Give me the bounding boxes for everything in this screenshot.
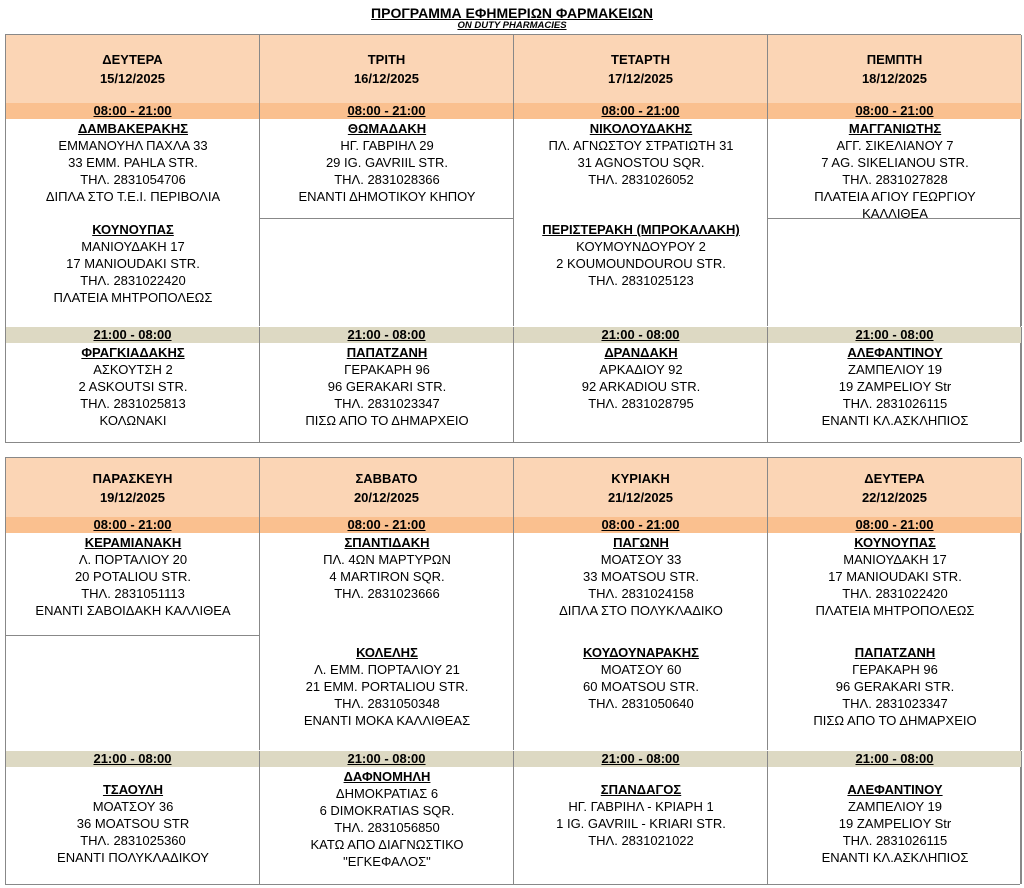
pharmacy-name: ΦΡΑΓΚΙΑΔΑΚΗΣ — [81, 345, 185, 360]
pharmacy-detail-line: ΑΓΓ. ΣΙΚΕΛΙΑΝΟΥ 7 — [836, 138, 954, 153]
pharmacy-name: ΔΡΑΝΔΑΚΗ — [604, 345, 678, 360]
day-shift-time: 08:00 - 21:00 — [514, 517, 768, 533]
weekday-label: ΠΑΡΑΣΚΕΥΗ — [92, 471, 173, 486]
pharmacy-detail-line: 29 IG. GAVRIIL STR. — [325, 155, 449, 170]
pharmacy-entry — [6, 344, 260, 429]
pharmacy-detail-line: Λ. ΠΟΡΤΑΛΙΟΥ 20 — [78, 552, 188, 567]
night-shift-time: 21:00 - 08:00 — [6, 751, 260, 767]
pharmacy-detail-line: 96 GERAKARI STR. — [835, 679, 955, 694]
pharmacy-detail-line: ΤΗΛ. 2831022420 — [842, 586, 948, 601]
pharmacy-entry — [768, 120, 1022, 222]
pharmacy-detail-line: ΜΟΑΤΣΟΥ 60 — [600, 662, 682, 677]
pharmacy-detail-line: ΓΕΡΑΚΑΡΗ 96 — [852, 662, 938, 677]
weekday-label: ΚΥΡΙΑΚΗ — [611, 471, 670, 486]
pharmacy-detail-line: ΜΟΑΤΣΟΥ 33 — [600, 552, 682, 567]
pharmacy-entry — [6, 781, 260, 866]
pharmacy-detail-line: ΤΗΛ. 2831054706 — [80, 172, 186, 187]
pharmacy-detail-line: ΕΝΑΝΤΙ ΔΗΜΟΤΙΚΟΥ ΚΗΠΟΥ — [298, 189, 476, 204]
pharmacy-name: ΠΑΠΑΤΖΑΝΗ — [346, 345, 428, 360]
pharmacy-name: ΚΟΥΝΟΥΠΑΣ — [854, 535, 936, 550]
day-header — [514, 35, 768, 103]
pharmacy-detail-line: ΕΝΑΝΤΙ ΚΛ.ΑΣΚΛΗΠΙΟΣ — [821, 413, 969, 428]
pharmacy-detail-line: ΑΡΚΑΔΙΟΥ 92 — [599, 362, 683, 377]
pharmacy-detail-line: ΤΗΛ. 2831023347 — [334, 396, 440, 411]
day-header — [6, 458, 260, 518]
date-label: 21/12/2025 — [607, 490, 674, 505]
pharmacy-entry — [6, 120, 260, 205]
day-shift-time: 08:00 - 21:00 — [260, 103, 514, 119]
weekday-label: ΤΕΤΑΡΤΗ — [611, 52, 670, 67]
page-title: ΠΡΟΓΡΑΜΜΑ ΕΦΗΜΕΡΙΩΝ ΦΑΡΜΑΚΕΙΩΝ — [371, 5, 653, 21]
pharmacy-detail-line: ΤΗΛ. 2831027828 — [842, 172, 948, 187]
pharmacy-detail-line: ΤΗΛ. 2831025813 — [80, 396, 186, 411]
day-header — [260, 35, 514, 103]
pharmacy-detail-line: ΤΗΛ. 2831025123 — [588, 273, 694, 288]
pharmacy-entry — [514, 221, 768, 289]
pharmacy-detail-line: ΠΛ. ΑΓΝΩΣΤΟΥ ΣΤΡΑΤΙΩΤΗ 31 — [548, 138, 734, 153]
pharmacy-name: ΑΛΕΦΑΝΤΙΝΟΥ — [847, 345, 943, 360]
pharmacy-name: ΘΩΜΑΔΑΚΗ — [347, 121, 427, 136]
pharmacy-entry — [514, 644, 768, 712]
pharmacy-detail-line: 1 IG. GAVRIIL - KRIARI STR. — [556, 816, 726, 831]
pharmacy-name: ΚΟΛΕΛΗΣ — [356, 645, 418, 660]
night-shift-time: 21:00 - 08:00 — [6, 327, 260, 343]
pharmacy-detail-line: Λ. ΕΜΜ. ΠΟΡΤΑΛΙΟΥ 21 — [314, 662, 460, 677]
pharmacy-detail-line: ΖΑΜΠΕΛΙΟΥ 19 — [848, 362, 942, 377]
pharmacy-detail-line: ΕΜΜΑΝΟΥΗΛ ΠΑΧΛΑ 33 — [58, 138, 208, 153]
pharmacy-detail-line: ΖΑΜΠΕΛΙΟΥ 19 — [848, 799, 942, 814]
pharmacy-entry — [260, 344, 514, 429]
pharmacy-detail-line: 4 MARTIRON SQR. — [329, 569, 445, 584]
pharmacy-detail-line: ΚΑΛΛΙΘΕΑ — [862, 206, 928, 221]
pharmacy-detail-line: ΤΗΛ. 2831023347 — [842, 696, 948, 711]
pharmacy-detail-line: 21 ΕΜΜ. PORTALIOU STR. — [305, 679, 469, 694]
pharmacy-detail-line: ΤΗΛ. 2831028795 — [588, 396, 694, 411]
date-label: 15/12/2025 — [99, 71, 166, 86]
pharmacy-detail-line: ΕΝΑΝΤΙ ΠΟΛΥΚΛΑΔΙΚΟΥ — [57, 850, 209, 865]
pharmacy-detail-line: 33 MOATSOU STR. — [582, 569, 700, 584]
day-header — [260, 458, 514, 518]
pharmacy-detail-line: ΠΙΣΩ ΑΠΟ ΤΟ ΔΗΜΑΡΧΕΙΟ — [305, 413, 469, 428]
pharmacy-entry — [768, 534, 1022, 619]
pharmacy-name: ΝΙΚΟΛΟΥΔΑΚΗΣ — [589, 121, 693, 136]
day-header — [514, 458, 768, 518]
day-shift-time: 08:00 - 21:00 — [6, 103, 260, 119]
pharmacy-detail-line: ΤΗΛ. 2831028366 — [334, 172, 440, 187]
weekday-label: ΠΕΜΠΤΗ — [866, 52, 923, 67]
pharmacy-detail-line: ΤΗΛ. 2831026052 — [588, 172, 694, 187]
pharmacy-detail-line: ΜΑΝΙΟΥΔΑΚΗ 17 — [843, 552, 947, 567]
pharmacy-name: ΔΑΦΝΟΜΗΛΗ — [343, 769, 431, 784]
day-shift-time: 08:00 - 21:00 — [260, 517, 514, 533]
pharmacy-detail-line: ΤΗΛ. 2831026115 — [842, 833, 948, 848]
pharmacy-detail-line: 60 MOATSOU STR. — [582, 679, 700, 694]
pharmacy-detail-line: ΤΗΛ. 2831051113 — [81, 586, 185, 601]
day-shift-time: 08:00 - 21:00 — [768, 517, 1022, 533]
pharmacy-detail-line: ΔΙΠΛΑ ΣΤΟ ΠΟΛΥΚΛΑΔΙΚΟ — [559, 603, 723, 618]
pharmacy-entry — [260, 120, 514, 205]
pharmacy-name: ΑΛΕΦΑΝΤΙΝΟΥ — [847, 782, 943, 797]
pharmacy-detail-line: ΑΣΚΟΥΤΣΗ 2 — [93, 362, 173, 377]
pharmacy-name: ΠΑΠΑΤΖΑΝΗ — [854, 645, 936, 660]
pharmacy-detail-line: ΤΗΛ. 2831026115 — [842, 396, 948, 411]
pharmacy-name: ΜΑΓΓΑΝΙΩΤΗΣ — [848, 121, 942, 136]
pharmacy-detail-line: ΕΝΑΝΤΙ ΣΑΒΟΙΔΑΚΗ ΚΑΛΛΙΘΕΑ — [35, 603, 231, 618]
pharmacy-detail-line: ΓΕΡΑΚΑΡΗ 96 — [344, 362, 430, 377]
pharmacy-detail-line: ΜΟΑΤΣΟΥ 36 — [92, 799, 174, 814]
pharmacy-detail-line: 19 ZAMPELIOY Str — [838, 379, 952, 394]
pharmacy-name: ΠΑΓΩΝΗ — [613, 535, 669, 550]
pharmacy-name: ΚΟΥΔΟΥΝΑΡΑΚΗΣ — [583, 645, 699, 660]
date-label: 20/12/2025 — [353, 490, 420, 505]
pharmacy-detail-line: ΤΗΛ. 2831023666 — [334, 586, 440, 601]
pharmacy-detail-line: ΠΛΑΤΕΙΑ ΜΗΤΡΟΠΟΛΕΩΣ — [53, 290, 213, 305]
pharmacy-entry — [260, 534, 514, 602]
date-label: 17/12/2025 — [607, 71, 674, 86]
pharmacy-entry — [768, 644, 1022, 729]
date-label: 16/12/2025 — [353, 71, 420, 86]
date-label: 18/12/2025 — [861, 71, 928, 86]
night-shift-time: 21:00 - 08:00 — [514, 751, 768, 767]
pharmacy-detail-line: ΤΗΛ. 2831056850 — [334, 820, 440, 835]
pharmacy-detail-line: 17 MANIOUDAKI STR. — [66, 256, 200, 271]
pharmacy-detail-line: ΕΝΑΝΤΙ ΜΟΚΑ ΚΑΛΛΙΘΕΑΣ — [303, 713, 471, 728]
day-header — [768, 458, 1022, 518]
pharmacy-name: ΚΟΥΝΟΥΠΑΣ — [92, 222, 174, 237]
pharmacy-detail-line: ΠΛΑΤΕΙΑ ΜΗΤΡΟΠΟΛΕΩΣ — [815, 603, 975, 618]
pharmacy-detail-line: ΤΗΛ. 2831050640 — [588, 696, 694, 711]
pharmacy-detail-line: 7 AG. SIKELIANOU STR. — [821, 155, 969, 170]
pharmacy-name: ΚΕΡΑΜΙΑΝΑΚΗ — [84, 535, 182, 550]
pharmacy-detail-line: 33 EMM. PAHLA STR. — [68, 155, 198, 170]
pharmacy-entry — [514, 781, 768, 849]
pharmacy-entry — [514, 344, 768, 412]
pharmacy-name: ΣΠΑΝΤΙΔΑΚΗ — [344, 535, 430, 550]
pharmacy-detail-line: 36 MOATSOU STR — [76, 816, 190, 831]
pharmacy-detail-line: ΤΗΛ. 2831024158 — [588, 586, 694, 601]
pharmacy-detail-line: ΕΝΑΝΤΙ ΚΛ.ΑΣΚΛΗΠΙΟΣ — [821, 850, 969, 865]
pharmacy-detail-line: 2 ASKOUTSI STR. — [78, 379, 188, 394]
pharmacy-detail-line: 92 ARKADIOU STR. — [581, 379, 701, 394]
pharmacy-detail-line: ΠΛΑΤΕΙΑ ΑΓΙΟΥ ΓΕΩΡΓΙΟΥ — [814, 189, 976, 204]
pharmacy-entry — [260, 644, 514, 729]
pharmacy-name: ΔΑΜΒΑΚΕΡΑΚΗΣ — [77, 121, 189, 136]
weekday-label: ΔΕΥΤΕΡΑ — [102, 52, 163, 67]
pharmacy-detail-line: ΠΙΣΩ ΑΠΟ ΤΟ ΔΗΜΑΡΧΕΙΟ — [813, 713, 977, 728]
weekday-label: ΔΕΥΤΕΡΑ — [864, 471, 925, 486]
pharmacy-detail-line: 2 KOUMOUNDOUROU STR. — [556, 256, 726, 271]
pharmacy-entry — [6, 221, 260, 306]
pharmacy-detail-line: ΠΛ. 4ΩΝ ΜΑΡΤΥΡΩΝ — [323, 552, 451, 567]
pharmacy-entry — [6, 534, 260, 619]
night-shift-time: 21:00 - 08:00 — [260, 751, 514, 767]
pharmacy-detail-line: 96 GERAKARI STR. — [327, 379, 447, 394]
pharmacy-entry — [768, 781, 1022, 866]
date-label: 22/12/2025 — [861, 490, 928, 505]
pharmacy-entry — [514, 534, 768, 619]
pharmacy-name: ΠΕΡΙΣΤΕΡΑΚΗ (ΜΠΡΟΚΑΛΑΚΗ) — [542, 222, 740, 237]
pharmacy-detail-line: ΚΟΥΜΟΥΝΔΟΥΡΟΥ 2 — [576, 239, 706, 254]
pharmacy-detail-line: ΗΓ. ΓΑΒΡΙΗΛ 29 — [340, 138, 434, 153]
pharmacy-detail-line: "ΕΓΚΕΦΑΛΟΣ" — [343, 854, 431, 869]
block-bottom-border — [5, 884, 1020, 885]
day-shift-time: 08:00 - 21:00 — [768, 103, 1022, 119]
night-shift-time: 21:00 - 08:00 — [260, 327, 514, 343]
pharmacy-detail-line: 6 DIMOKRATIAS SQR. — [319, 803, 455, 818]
pharmacy-entry — [514, 120, 768, 188]
date-label: 19/12/2025 — [99, 490, 166, 505]
pharmacy-detail-line: ΤΗΛ. 2831025360 — [80, 833, 186, 848]
pharmacy-detail-line: ΚΟΛΩΝΑΚΙ — [99, 413, 167, 428]
pharmacy-name: ΤΣΑΟΥΛΗ — [102, 782, 164, 797]
weekday-label: ΤΡΙΤΗ — [367, 52, 406, 67]
pharmacy-detail-line: 31 AGNOSTOU SQR. — [577, 155, 705, 170]
pharmacy-detail-line: ΜΑΝΙΟΥΔΑΚΗ 17 — [81, 239, 185, 254]
night-shift-time: 21:00 - 08:00 — [768, 327, 1022, 343]
pharmacy-detail-line: 19 ZAMPELIOY Str — [838, 816, 952, 831]
pharmacy-detail-line: ΤΗΛ. 2831021022 — [588, 833, 694, 848]
pharmacy-detail-line: ΗΓ. ΓΑΒΡΙΗΛ - ΚΡΙΑΡΗ 1 — [568, 799, 714, 814]
pharmacy-detail-line: 17 MANIOUDAKI STR. — [828, 569, 962, 584]
pharmacy-detail-line: ΤΗΛ. 2831022420 — [80, 273, 186, 288]
day-header — [6, 35, 260, 103]
pharmacy-entry — [260, 768, 514, 870]
pharmacy-detail-line: ΔΗΜΟΚΡΑΤΙΑΣ 6 — [335, 786, 439, 801]
night-shift-time: 21:00 - 08:00 — [768, 751, 1022, 767]
night-shift-time: 21:00 - 08:00 — [514, 327, 768, 343]
pharmacy-detail-line: ΚΑΤΩ ΑΠΟ ΔΙΑΓΝΩΣΤΙΚΟ — [310, 837, 464, 852]
pharmacy-detail-line: ΤΗΛ. 2831050348 — [334, 696, 440, 711]
pharmacy-detail-line: ΔΙΠΛΑ ΣΤΟ Τ.Ε.Ι. ΠΕΡΙΒΟΛΙΑ — [45, 189, 221, 204]
pharmacy-entry — [768, 344, 1022, 429]
block-bottom-border — [5, 442, 1020, 443]
weekday-label: ΣΑΒΒΑΤΟ — [355, 471, 418, 486]
day-header — [768, 35, 1022, 103]
page-subtitle: ON DUTY PHARMACIES — [457, 20, 567, 31]
pharmacy-detail-line: 20 POTALIOU STR. — [74, 569, 192, 584]
day-shift-time: 08:00 - 21:00 — [6, 517, 260, 533]
day-shift-time: 08:00 - 21:00 — [514, 103, 768, 119]
cell-divider — [6, 635, 259, 636]
pharmacy-name: ΣΠΑΝΔΑΓΟΣ — [600, 782, 682, 797]
cell-divider — [260, 218, 513, 219]
